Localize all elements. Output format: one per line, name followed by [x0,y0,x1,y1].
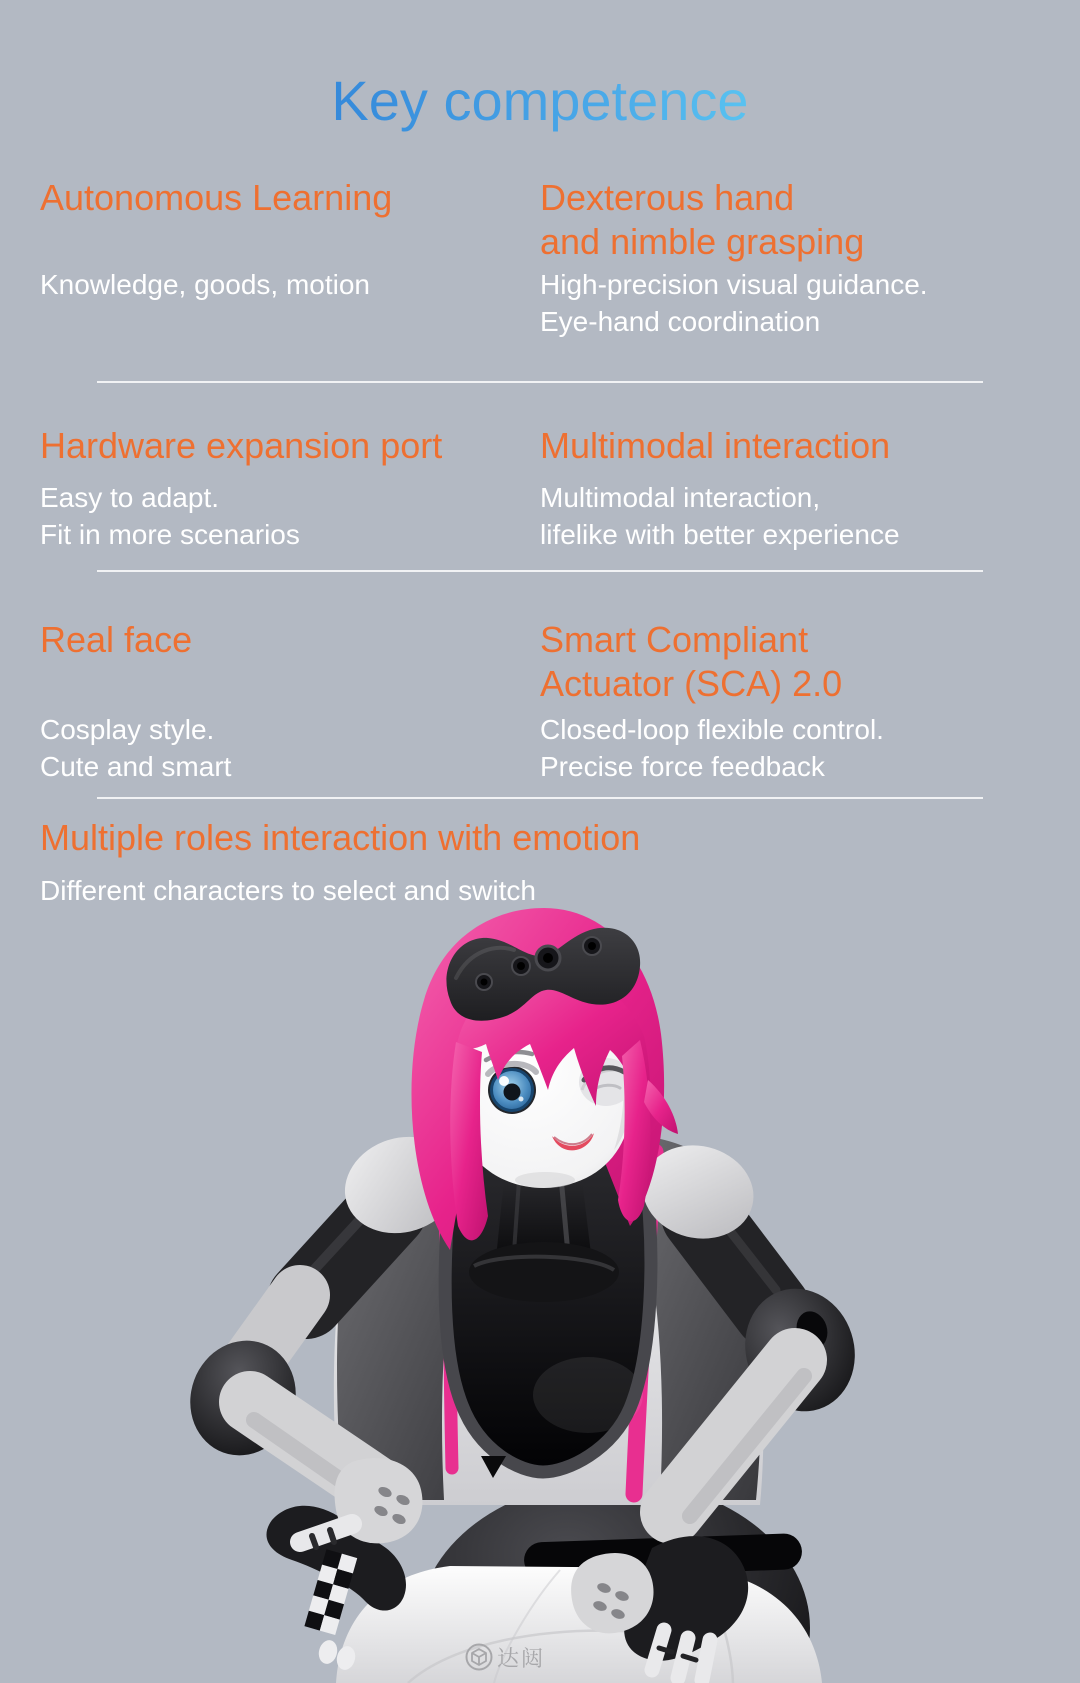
feature-title [540,618,1040,711]
feature-body-line: Eye-hand coordination [540,306,821,337]
feature-body-line: Knowledge, goods, motion [40,269,370,300]
feature-real-face [40,618,510,785]
feature-title-line: Autonomous Learning [40,177,393,218]
divider [97,381,983,383]
feature-body-line: Fit in more scenarios [40,519,300,550]
feature-title [40,176,510,266]
feature-body-line: lifelike with better experience [540,519,900,550]
feature-smart-compliant-actuator [540,618,1040,785]
feature-body-line: Precise force feedback [540,751,825,782]
feature-body [540,266,1040,340]
feature-body [40,711,510,785]
feature-body [40,266,510,303]
feature-dexterous-hand [540,176,1040,340]
feature-body-line: Cute and smart [40,751,232,782]
divider [97,570,983,572]
feature-title-line: Real face [40,619,193,660]
feature-title-line: and nimble grasping [540,221,865,262]
feature-body [540,479,1040,553]
feature-body-line: Cosplay style. [40,714,215,745]
feature-body-line: Closed-loop flexible control. [540,714,884,745]
brand-logo-text: 达闼 [497,1646,546,1671]
feature-title [40,816,1040,872]
feature-body-line: Different characters to select and switch [40,875,536,906]
feature-hardware-expansion-port [40,424,510,553]
feature-autonomous-learning [40,176,510,303]
robot-svg [0,868,1080,1683]
feature-title [40,424,510,479]
feature-body [540,711,1040,785]
feature-title-line: Actuator (SCA) 2.0 [540,663,843,704]
divider [97,797,983,799]
feature-body-line: Multimodal interaction, [540,482,821,513]
feature-title [40,618,510,711]
feature-title [540,424,1040,479]
feature-body-line: High-precision visual guidance. [540,269,928,300]
feature-title-line: Hardware expansion port [40,425,443,466]
feature-title-line: Multimodal interaction [540,425,891,466]
page-title: Key competence [0,68,1080,133]
feature-body-line: Easy to adapt. [40,482,220,513]
robot-illustration [0,868,1080,1683]
feature-multimodal-interaction [540,424,1040,553]
feature-body [40,479,510,553]
feature-title-line: Dexterous hand [540,177,795,218]
feature-title-line: Smart Compliant [540,619,809,660]
feature-title [540,176,1040,266]
feature-title-line: Multiple roles interaction with emotion [40,817,641,858]
